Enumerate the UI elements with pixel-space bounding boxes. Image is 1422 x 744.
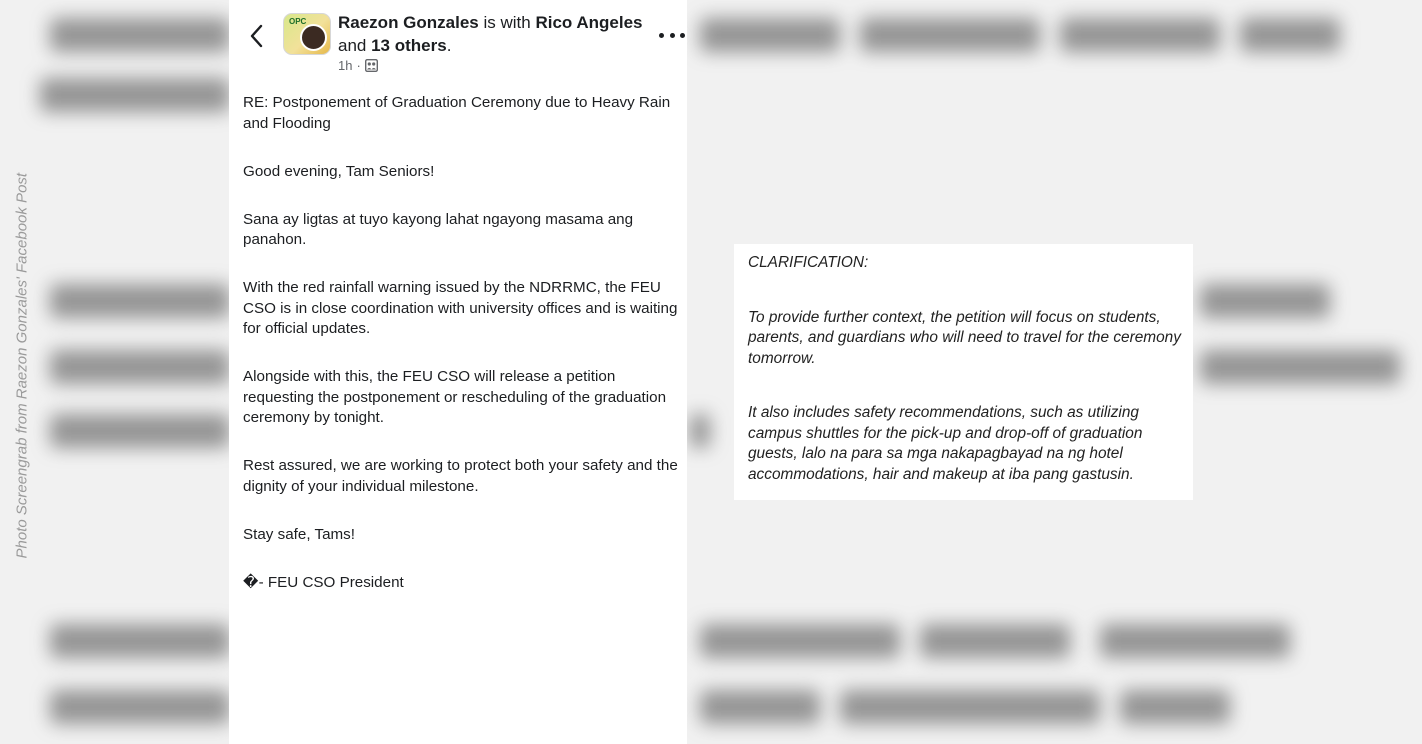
post-paragraph: Rest assured, we are working to protect both your safety and the dignity of your individual milestone. <box>243 457 678 495</box>
post-header <box>338 11 658 57</box>
and-text: and <box>338 36 372 55</box>
clarification-paragraph: It also includes safety recommendations, such as utilizing campus shuttles for the pick-up and drop-off of graduation guests, lalo na para sa mga nakapagbayad na ng hotel accommodations, hair and makeup at iba pang gastusin. <box>748 404 1143 483</box>
clarification-paragraph: To provide further context, the petition will focus on students, parents, and guardians who will need to travel for the ceremony tomorrow. <box>748 308 1181 367</box>
avatar[interactable] <box>283 13 331 55</box>
post-time[interactable]: 1h <box>338 58 353 73</box>
with-text: is with <box>478 13 536 32</box>
chevron-left-icon <box>250 24 264 48</box>
post-paragraph: �- FEU CSO President <box>243 573 404 591</box>
facebook-post <box>229 0 687 744</box>
more-options-button[interactable] <box>659 26 685 44</box>
post-paragraph: Stay safe, Tams! <box>243 525 355 543</box>
more-horizontal-icon <box>659 33 664 38</box>
post-paragraph: With the red rainfall warning issued by the NDRRMC, the FEU CSO is in close coordination with university offices and is waiting for official updates. <box>243 279 678 337</box>
avatar-photo <box>300 24 327 51</box>
author-name[interactable]: Raezon Gonzales <box>338 13 479 32</box>
post-paragraph: Good evening, Tam Seniors! <box>243 162 435 180</box>
period-text: . <box>446 36 452 55</box>
post-paragraph: Sana ay ligtas at tuyo kayong lahat ngayong masama ang panahon. <box>243 210 634 248</box>
post-meta <box>338 58 378 73</box>
clarification-image <box>734 244 1193 500</box>
post-body <box>243 93 683 621</box>
avatar-logo-text: OPC <box>289 17 307 26</box>
tagged-name[interactable]: Rico Angeles <box>535 13 643 32</box>
clarification-heading: CLARIFICATION: <box>748 254 869 271</box>
post-paragraph: Alongside with this, the FEU CSO will release a petition requesting the postponement or rescheduling of the graduation ceremony by tonight. <box>243 368 667 426</box>
post-paragraph: RE: Postponement of Graduation Ceremony due to Heavy Rain and Flooding <box>243 94 671 132</box>
others-link[interactable]: 13 others <box>371 36 447 55</box>
group-audience-icon <box>365 59 378 72</box>
photo-credit-watermark: Photo Screengrab from Raezon Gonzales' Facebook Post <box>13 172 31 559</box>
meta-separator: · <box>356 58 361 73</box>
back-button[interactable] <box>243 22 271 50</box>
